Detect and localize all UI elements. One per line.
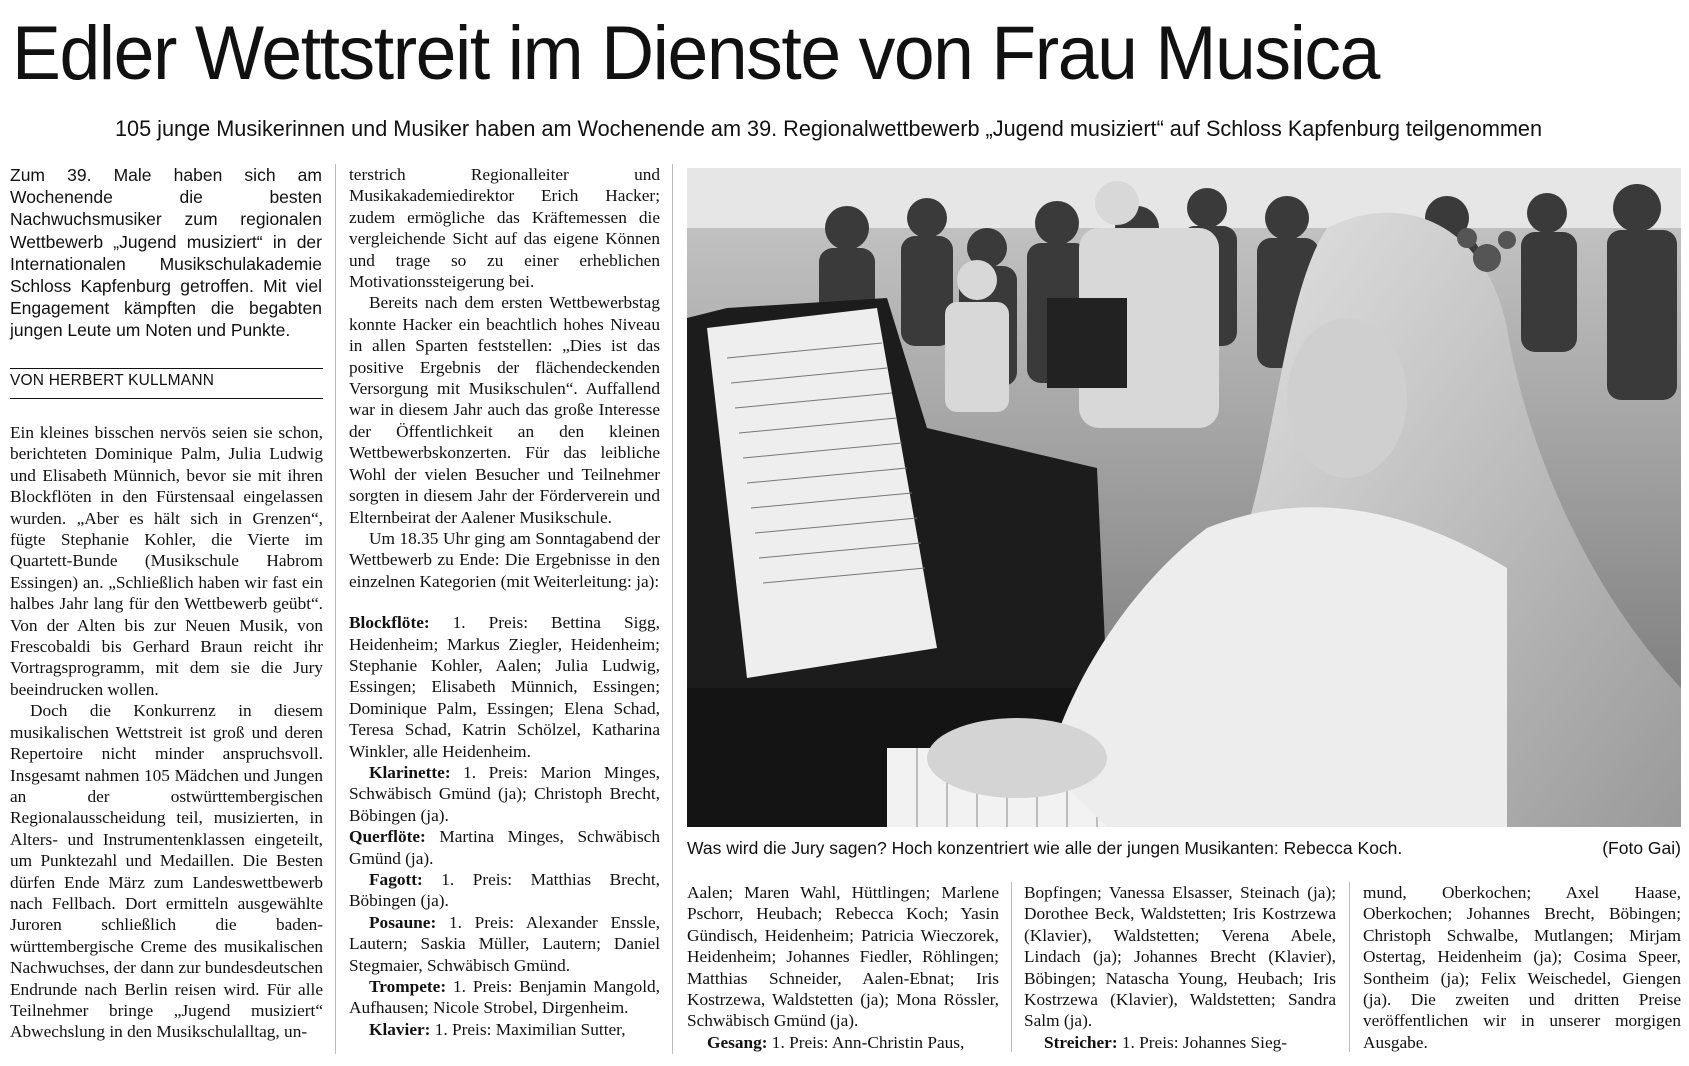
result-entry xyxy=(687,1032,999,1053)
photo-caption xyxy=(687,838,1681,859)
result-text: 1. Preis: Marion Minges, Schwäbisch Gmünd (ja); Christoph Brecht, Böbingen (ja). xyxy=(349,762,660,825)
body-paragraph: Bereits nach dem ersten Wettbewerbstag konnte Hacker ein beachtlich hohes Niveau in allen Sparten feststellen: „Dies ist das positive Ergebnis der flächendeckenden Versorgung mit Musikschulen“. Auffallend war in diesem Jahr auch das große Interesse der Öffentlichkeit an den kleinen Wettbewerbskonzerten. Für das leibliche Wohl der vielen Besucher und Teilnehmer sorgten in diesem Jahr der Förderverein und Elternbeirat der Aalener Musikschule. xyxy=(349,293,660,527)
body-paragraph: terstrich Regionalleiter und Musikakademiedirektor Erich Hacker; zudem ermögliche das Kräftemessen die vergleichende Sicht auf das eigene Können und trage so zu einer erheblichen Motivationssteigerung bei. xyxy=(349,165,660,292)
category-label: Klavier: xyxy=(369,1019,431,1039)
category-label: Blockflöte: xyxy=(349,613,430,633)
article-column-1 xyxy=(10,422,323,1043)
category-label: Querflöte: xyxy=(349,827,426,847)
result-text: 1. Preis: Bettina Sigg, Heidenheim; Markus Ziegler, Heidenheim; Stephanie Kohler, Aalen; Julia Ludwig, Essingen; Elisabeth Münnich, Essingen; Dominique Palm, Essingen; Elena Schad, Teresa Schad, Katrin Schölzel, Katharina Winkler, alle Heidenheim. xyxy=(349,613,660,761)
headline: Edler Wettstreit im Dienste von Frau Musica xyxy=(12,11,1379,96)
result-text: 1. Preis: Maximilian Sutter, xyxy=(430,1019,626,1039)
category-label: Klarinette: xyxy=(369,762,451,782)
result-entry xyxy=(1024,1032,1336,1053)
category-label: Fagott: xyxy=(369,870,423,889)
article-column-4 xyxy=(1024,882,1336,1053)
result-entry xyxy=(349,826,660,869)
byline: VON HERBERT KULLMANN xyxy=(10,372,215,389)
result-text: Bopfingen; Vanessa Elsasser, Steinach (ja); Dorothee Beck, Waldstetten; Iris Kostrzewa (Klavier), Waldstetten; Verena Abele, Lindach (ja); Johannes Brecht (Klavier), Böbingen; Natascha Young, Heubach; Iris Kostrzewa (Klavier), Waldstetten; Sandra Salm (ja). xyxy=(1024,883,1336,1031)
result-text: Martina Minges, Schwäbisch Gmünd (ja). xyxy=(349,827,660,868)
caption-text: Was wird die Jury sagen? Hoch konzentriert wie alle der jungen Musikanten: Rebecca Koch. xyxy=(687,838,1403,858)
category-label: Trompete: xyxy=(369,977,447,997)
body-paragraph: Um 18.35 Uhr ging am Sonntagabend der Wettbewerb zu Ende: Die Ergebnisse in den einzelnen Kategorien (mit Weiterleitung: ja): xyxy=(349,528,660,591)
byline-rule-top xyxy=(10,368,323,369)
result-entry xyxy=(349,976,660,1019)
photo-girl-at-piano xyxy=(687,168,1681,827)
article-column-3 xyxy=(687,882,999,1053)
column-divider xyxy=(1349,882,1350,1052)
result-text: mund, Oberkochen; Axel Haase, Oberkochen; Johannes Brecht, Böbingen; Christoph Schwalbe, Mutlangen; Mirjam Ostertag, Heidenheim (ja); Cosima Speer, Sontheim (ja); Felix Weischedel, Giengen (ja). Die zweiten und dritten Preise veröffentlichen wir in unserer morgigen Ausgabe. xyxy=(1363,883,1681,1052)
result-entry xyxy=(349,912,660,976)
result-entry xyxy=(349,869,660,912)
category-label: Gesang: xyxy=(707,1032,768,1052)
result-entry xyxy=(349,762,660,826)
body-paragraph: Ein kleines bisschen nervös seien sie schon, berichteten Dominique Palm, Julia Ludwig und Elisabeth Münnich, bevor sie mit ihren Blockflöten in den Fürstensaal eingelassen wurden. „Aber es hält sich in Grenzen“, fügte Stephanie Kohler, die Vierte im Quartett-Bunde (Musikschule Habrom Essingen) an. „Schließlich haben wir fast ein halbes Jahr lang für den Wettbewerb geübt“. Von der Alten bis zur Neuen Musik, von Frescobaldi bis Gerhard Braun reicht ihr Vortragsprogramm, mit dem sie die Jury beeindrucken wollen. xyxy=(10,423,323,699)
result-text: 1. Preis: Johannes Sieg- xyxy=(1117,1032,1288,1052)
category-label: Posaune: xyxy=(369,912,437,932)
byline-rule-bottom xyxy=(10,398,323,399)
category-label: Streicher: xyxy=(1044,1032,1118,1052)
result-text: 1. Preis: Matthias Brecht, Böbingen (ja). xyxy=(349,870,660,911)
column-divider xyxy=(672,164,673,1054)
result-entry xyxy=(349,1019,660,1040)
photo-credit: (Foto Gai) xyxy=(1602,838,1681,858)
result-text: Aalen; Maren Wahl, Hüttlingen; Marlene Pschorr, Heubach; Rebecca Koch; Yasin Gündisch, Heidenheim; Patricia Wieczorek, Heidenheim; Johannes Fiedler, Röhlingen; Matthias Schneider, Aalen-Ebnat; Iris Kostrzewa, Waldstetten (ja); Mona Rössler, Schwäbisch Gmünd (ja). xyxy=(687,883,999,1031)
body-paragraph: Doch die Konkurrenz in diesem musikalischen Wettstreit ist groß und deren Repertoire nicht minder anspruchsvoll. Insgesamt nahmen 105 Mädchen und Jungen an der ostwürttembergischen Regionalausscheidung teil, musizierten, in Alters- und Instrumentenklassen eingeteilt, um Punktezahl und Medaillen. Die Besten dürfen Ende März zum Landeswettbewerb nach Fellbach. Dort ermitteln ausgewählte Juroren schließlich die baden-württembergische Creme des musikalischen Nachwuchses, der dann zur bundesdeutschen Endrunde nach Berlin reisen wird. Für alle Teilnehmer bringe „Jugend musiziert“ Abwechslung in den Musikschulalltag, un- xyxy=(10,701,323,1042)
result-text: 1. Preis: Benjamin Mangold, Aufhausen; Nicole Strobel, Dirgenheim. xyxy=(349,977,660,1018)
result-entry xyxy=(349,612,660,762)
result-text: 1. Preis: Alexander Enssle, Lautern; Saskia Müller, Lautern; Daniel Stegmaier, Schwäbisch Gmünd. xyxy=(349,912,660,975)
photo-illustration xyxy=(687,168,1681,827)
article-column-5 xyxy=(1363,882,1681,1053)
article-column-2 xyxy=(349,164,660,1040)
result-text: 1. Preis: Ann-Christin Paus, xyxy=(767,1032,965,1052)
subheadline: 105 junge Musikerinnen und Musiker haben am Wochenende am 39. Regionalwettbewerb „Jugend musiziert“ auf Schloss Kapfenburg teilgenommen xyxy=(115,116,1543,141)
lead-paragraph: Zum 39. Male haben sich am Wochenende die besten Nachwuchsmusiker zum regionalen Wettbewerb „Jugend musiziert“ in der Internationalen Musikschulakademie Schloss Kapfenburg getroffen. Mit viel Engagement kämpften die begabten jungen Leute um Noten und Punkte. xyxy=(10,165,322,341)
column-divider xyxy=(335,164,336,1054)
column-divider xyxy=(1011,882,1012,1052)
